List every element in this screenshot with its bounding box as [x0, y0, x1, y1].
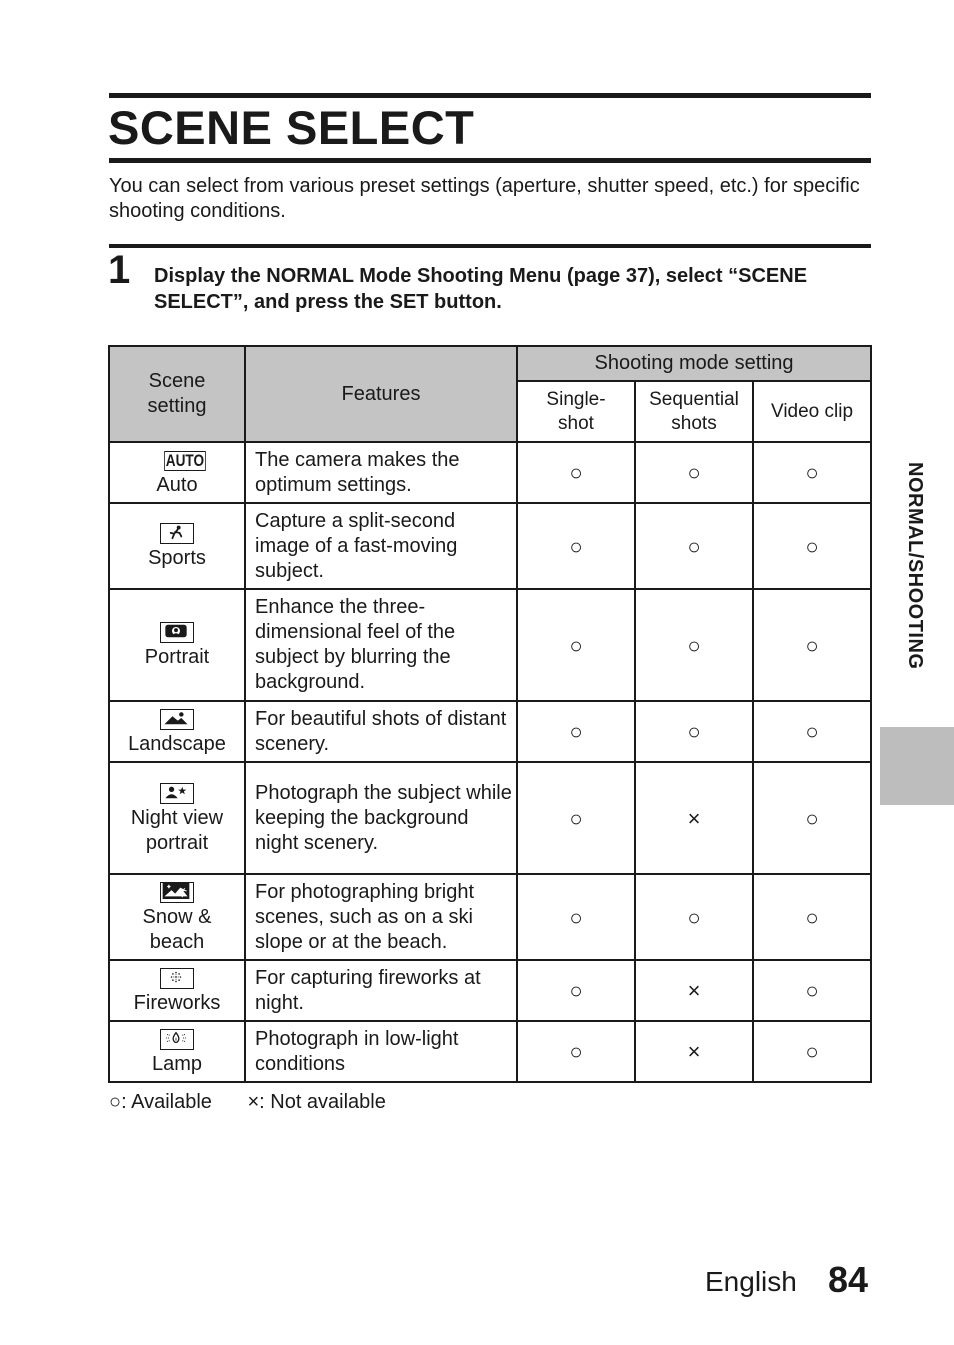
header-shooting-mode: Shooting mode setting — [517, 346, 871, 381]
sports-icon — [160, 523, 194, 544]
video-mark: ○ — [753, 589, 871, 701]
scene-cell — [109, 701, 245, 762]
video-mark: ○ — [753, 762, 871, 874]
scene-cell — [109, 442, 245, 503]
table-row — [109, 874, 871, 960]
lamp-icon — [160, 1029, 194, 1050]
sequential-mark: ○ — [635, 589, 753, 701]
video-mark: ○ — [753, 701, 871, 762]
scene-label: Lamp — [151, 1052, 203, 1075]
sequential-mark: ○ — [635, 442, 753, 503]
scene-cell — [109, 1021, 245, 1082]
scene-cell — [109, 589, 245, 701]
legend-not-available: ×: Not available — [247, 1091, 386, 1113]
single-shot-mark: ○ — [517, 701, 635, 762]
auto-icon: AUTO — [165, 450, 205, 470]
video-mark: ○ — [753, 960, 871, 1021]
table-row — [109, 589, 871, 701]
scene-label: Landscape — [128, 732, 226, 755]
intro-text: You can select from various preset settings (aperture, shutter speed, etc.) for specific shooting conditions. — [109, 175, 860, 222]
sequential-mark: ○ — [635, 503, 753, 589]
page-number: 84 — [828, 1259, 869, 1300]
sequential-mark: × — [635, 960, 753, 1021]
header-single-shot: Single-shot — [517, 381, 635, 442]
snow-beach-icon — [160, 882, 194, 903]
night-portrait-icon — [160, 783, 194, 804]
single-shot-mark: ○ — [517, 1021, 635, 1082]
scene-cell — [109, 503, 245, 589]
video-mark: ○ — [753, 1021, 871, 1082]
single-shot-mark: ○ — [517, 762, 635, 874]
sequential-mark: ○ — [635, 701, 753, 762]
table-row — [109, 1021, 871, 1082]
scene-label: Snow & beach — [142, 905, 212, 953]
video-mark: ○ — [753, 874, 871, 960]
video-mark: ○ — [753, 442, 871, 503]
scene-label: Portrait — [144, 646, 210, 668]
feature-description: Enhance the three-dimensional feel of the subject by blurring the background. — [245, 589, 517, 701]
feature-description: Capture a split-second image of a fast-moving subject. — [245, 503, 517, 589]
feature-description: For beautiful shots of distant scenery. — [245, 701, 517, 762]
feature-description: The camera makes the optimum settings. — [245, 442, 517, 503]
title-bottom-rule — [109, 158, 871, 163]
scene-label: Auto — [156, 473, 198, 496]
scene-select-table — [108, 345, 872, 1083]
page-title: SCENE SELECT — [108, 101, 475, 154]
single-shot-mark: ○ — [517, 503, 635, 589]
single-shot-mark: ○ — [517, 874, 635, 960]
landscape-icon — [160, 709, 194, 730]
step-rule — [109, 244, 871, 248]
feature-description: Photograph in low-light conditions — [245, 1021, 517, 1082]
scene-cell — [109, 762, 245, 874]
scene-label: Night view portrait — [130, 806, 224, 854]
scene-cell — [109, 874, 245, 960]
scene-label: Fireworks — [133, 991, 221, 1014]
header-video-clip: Video clip — [753, 381, 871, 442]
feature-description: Photograph the subject while keeping the background night scenery. — [245, 762, 517, 874]
table-legend — [109, 1089, 386, 1115]
step-number: 1 — [108, 248, 131, 292]
table-row — [109, 701, 871, 762]
header-sequential-shots: Sequential shots — [635, 381, 753, 442]
sequential-mark: ○ — [635, 874, 753, 960]
table-row — [109, 503, 871, 589]
legend-available: ○: Available — [109, 1091, 212, 1113]
feature-description: For photographing bright scenes, such as on a ski slope or at the beach. — [245, 874, 517, 960]
portrait-icon — [160, 622, 194, 643]
table-row — [109, 960, 871, 1021]
section-tab-label: NORMAL/SHOOTING — [904, 462, 926, 670]
single-shot-mark: ○ — [517, 589, 635, 701]
sequential-mark: × — [635, 1021, 753, 1082]
table-row — [109, 442, 871, 503]
video-mark: ○ — [753, 503, 871, 589]
scene-label: Sports — [148, 547, 206, 569]
header-scene-setting: Scene setting — [109, 346, 245, 442]
section-tab-marker — [880, 727, 954, 805]
scene-cell — [109, 960, 245, 1021]
fireworks-icon — [160, 968, 194, 989]
header-features: Features — [245, 346, 517, 442]
sequential-mark: × — [635, 762, 753, 874]
title-top-rule — [109, 93, 871, 98]
footer-language: English — [705, 1266, 797, 1297]
table-row — [109, 762, 871, 874]
step-instruction: Display the NORMAL Mode Shooting Menu (page 37), select “SCENE SELECT”, and press the SET button. — [154, 265, 808, 313]
single-shot-mark: ○ — [517, 960, 635, 1021]
feature-description: For capturing fireworks at night. — [245, 960, 517, 1021]
single-shot-mark: ○ — [517, 442, 635, 503]
